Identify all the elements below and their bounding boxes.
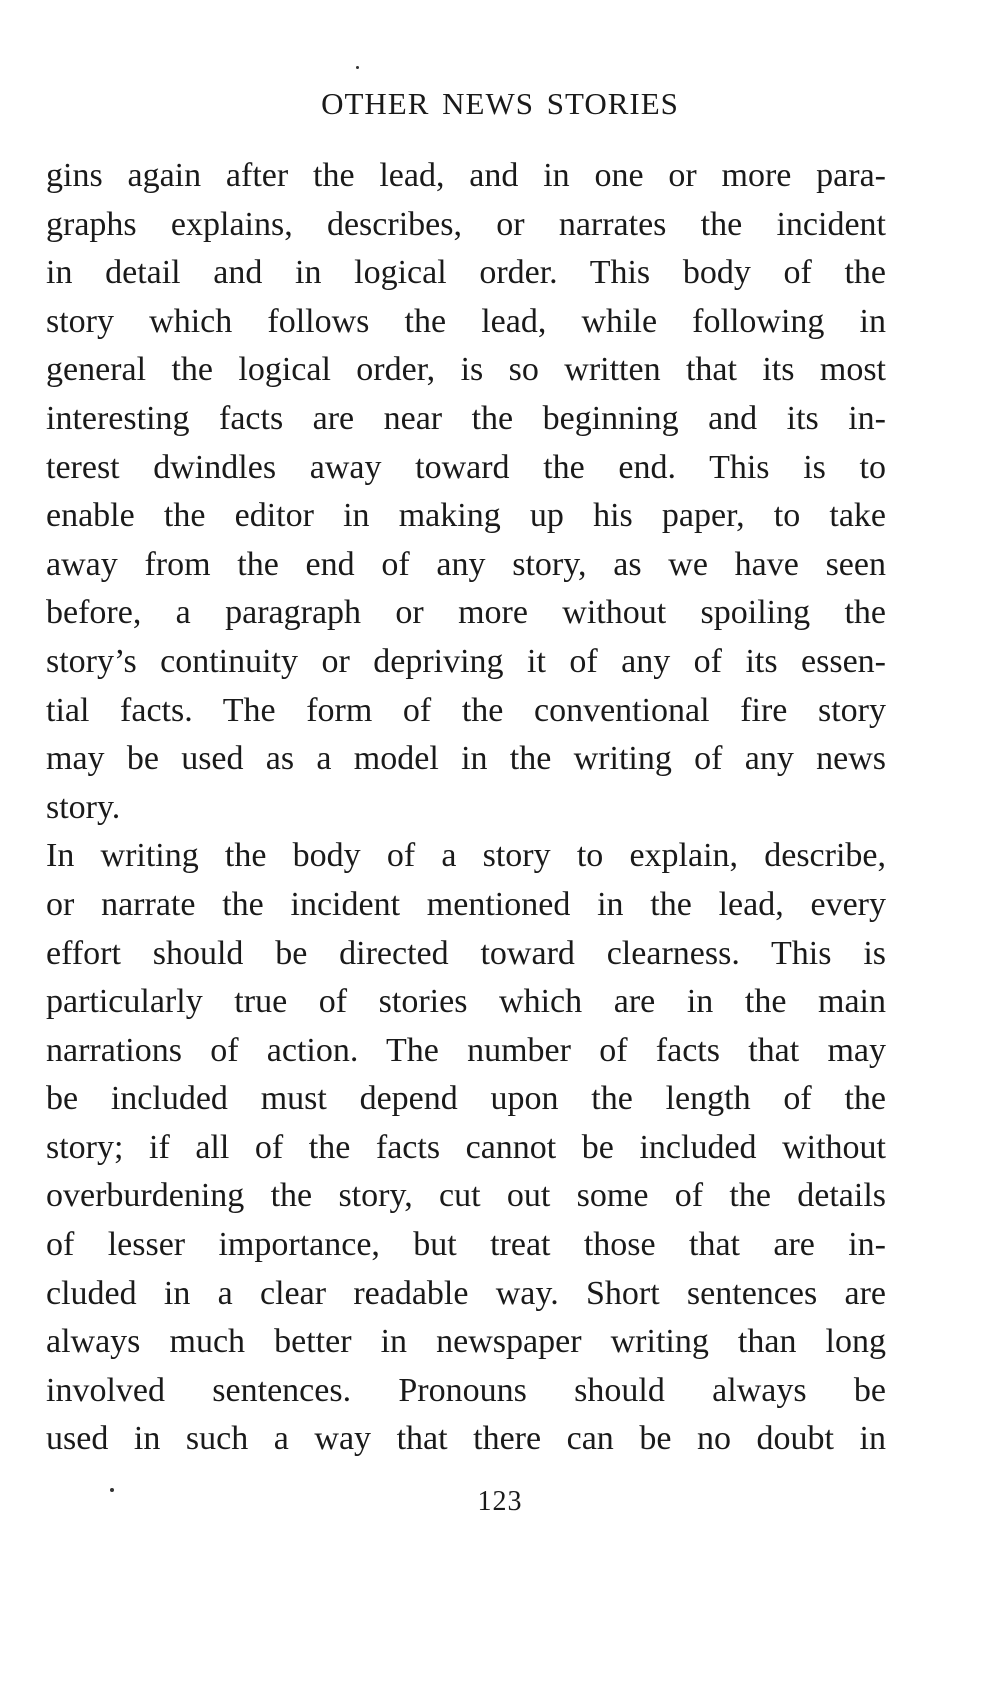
- paragraph: [46, 832, 886, 1464]
- text-line: gins again after the lead, and in one or more para-: [46, 157, 886, 194]
- text-line: general the logical order, is so written that its most: [46, 351, 886, 389]
- body-text: [46, 152, 886, 1464]
- text-line: or narrate the incident mentioned in the lead, every: [46, 885, 886, 923]
- text-line: be included must depend upon the length of the: [46, 1080, 886, 1118]
- text-line: always much better in newspaper writing than long: [46, 1323, 886, 1361]
- text-line: story which follows the lead, while following in: [46, 302, 886, 340]
- text-line: of lesser importance, but treat those that are in-: [46, 1226, 886, 1264]
- running-head: OTHER NEWS STORIES: [321, 86, 679, 121]
- text-line: story.: [46, 788, 121, 826]
- text-line: overburdening the story, cut out some of the details: [46, 1177, 886, 1215]
- text-line: may be used as a model in the writing of any news: [46, 740, 886, 778]
- text-line: effort should be directed toward clearness. This is: [46, 934, 886, 972]
- page-number: 123: [477, 1486, 523, 1517]
- text-line: particularly true of stories which are in the main: [46, 983, 886, 1021]
- text-line: graphs explains, describes, or narrates the incident: [46, 205, 886, 243]
- text-line: story; if all of the facts cannot be included without: [46, 1128, 886, 1166]
- text-line: away from the end of any story, as we have seen: [46, 545, 886, 583]
- paragraph: [46, 152, 886, 832]
- text-line: tial facts. The form of the conventional fire story: [46, 691, 886, 729]
- text-line: story’s continuity or depriving it of any of its essen-: [46, 642, 886, 680]
- text-line: in detail and in logical order. This body of the: [46, 254, 886, 292]
- text-line: narrations of action. The number of facts that may: [46, 1031, 886, 1069]
- text-line: used in such a way that there can be no doubt in: [46, 1420, 886, 1458]
- text-line: before, a paragraph or more without spoiling the: [46, 594, 886, 632]
- text-line: In writing the body of a story to explain, describe,: [46, 837, 886, 875]
- print-speck: [356, 66, 359, 69]
- text-line: enable the editor in making up his paper, to take: [46, 497, 886, 535]
- text-line: terest dwindles away toward the end. This is to: [46, 448, 886, 486]
- text-line: interesting facts are near the beginning and its in-: [46, 399, 886, 437]
- text-line: involved sentences. Pronouns should always be: [46, 1371, 886, 1409]
- text-line: cluded in a clear readable way. Short sentences are: [46, 1274, 886, 1312]
